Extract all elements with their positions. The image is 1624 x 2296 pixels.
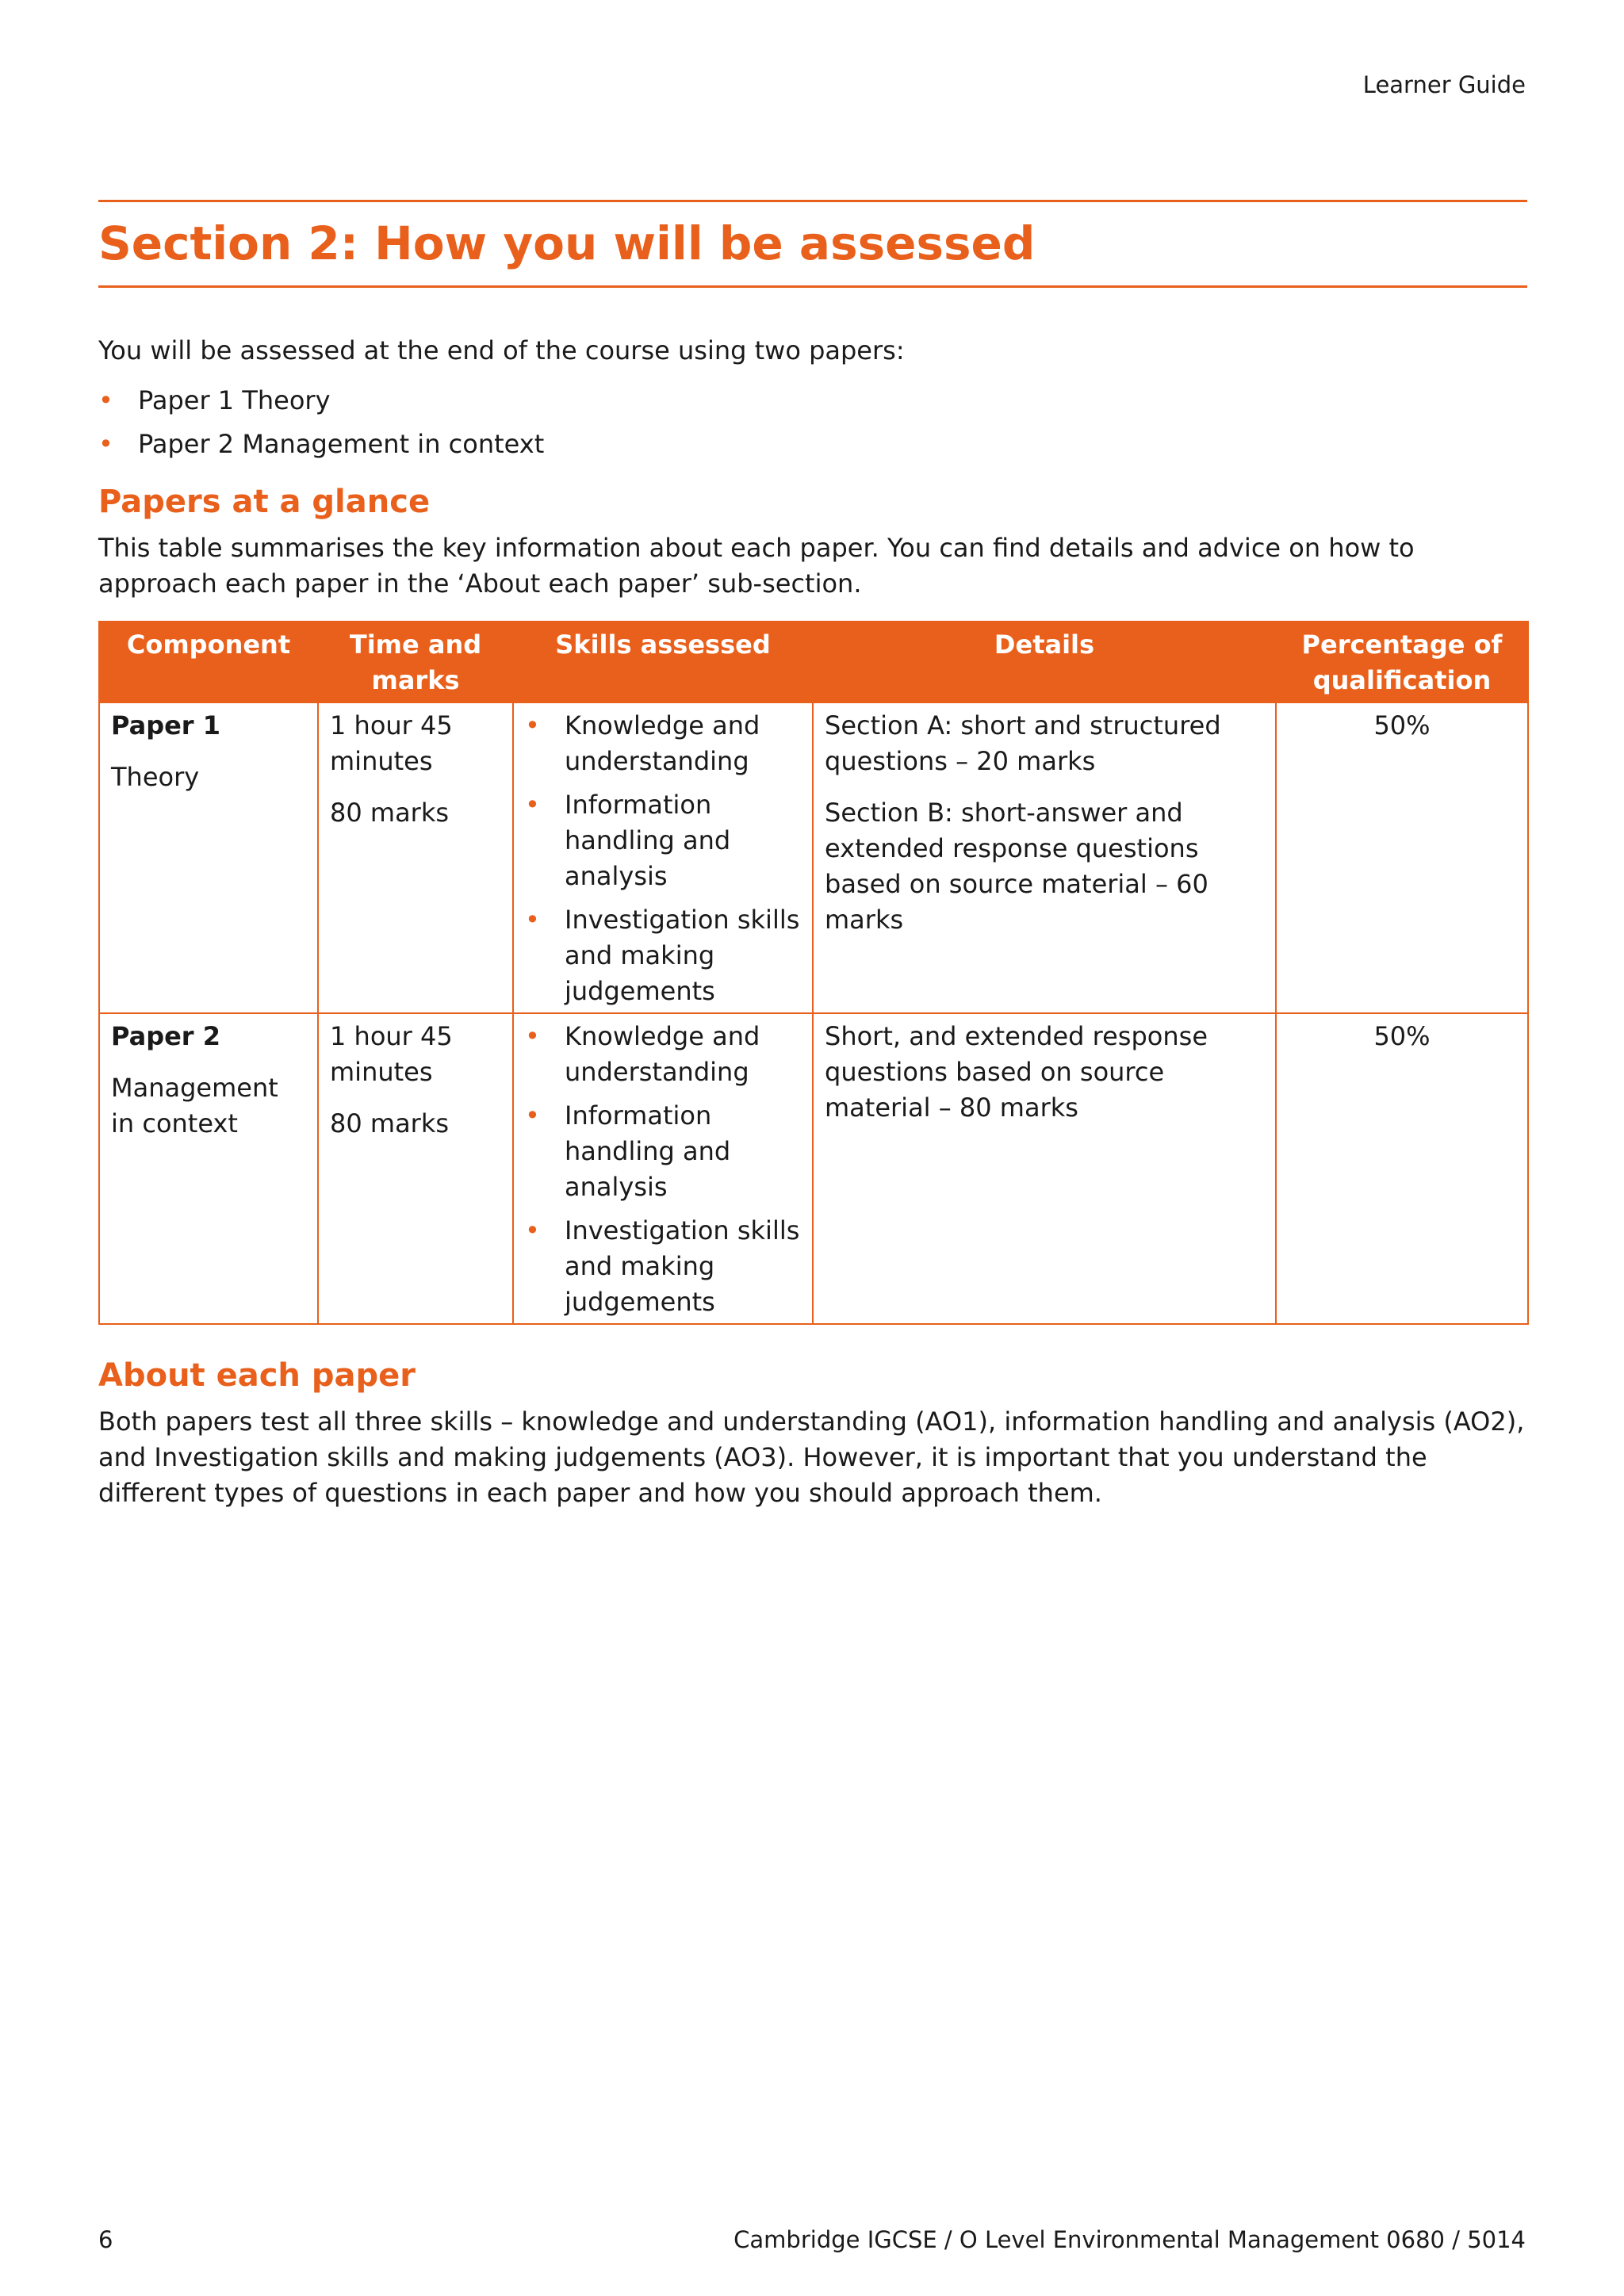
skill-label: Information handling and analysis [565,790,731,891]
component-name: Paper 2 [111,1021,220,1051]
skill-item [525,708,801,779]
section-title: Section 2: How you will be assessed [98,216,1036,270]
section-rule-top [98,200,1527,202]
duration-text: 1 hour 45 minutes [330,1021,453,1087]
skill-item [525,1019,801,1090]
bullet-icon: • [525,790,540,820]
skill-label: Investigation skills and making judgements [565,905,800,1006]
glance-heading: Papers at a glance [98,484,431,520]
skill-label: Investigation skills and making judgements [565,1215,800,1317]
table-row [99,702,1528,1013]
details-cell [813,702,1276,1013]
intro-text: You will be assessed at the end of the course using two papers: [98,335,905,365]
about-text: Both papers test all three skills – knowledge and understanding (AO1), information handling and analysis (AO2), and Investigation skills and making judgements (AO3). However, it is important that you understand the different types of questions in each paper and how you should approach them. [98,1406,1525,1508]
skill-item [525,787,801,894]
details-cell [813,1013,1276,1324]
papers-table [98,621,1529,1325]
skills-list [525,708,801,1009]
skills-cell [513,702,813,1013]
glance-text: This table summarises the key information about each paper. You can find details and advice on how to approach each paper in the ‘About each paper’ sub-section. [98,533,1415,599]
main-content [98,333,1527,1511]
skill-label: Knowledge and understanding [565,710,760,776]
skills-cell [513,1013,813,1324]
details-text: Section A: short and structured questions – 20 marks [825,710,1221,776]
component-cell [99,1013,318,1324]
percentage-cell: 50% [1276,1013,1528,1324]
details-text: Section B: short-answer and extended response questions based on source material – 60 marks [825,798,1208,935]
intro-list [98,383,1527,462]
skills-list [525,1019,801,1320]
skill-item [525,1098,801,1205]
intro-list-item [98,427,1527,462]
column-header: Details [813,622,1276,702]
intro-list-item-label: Paper 1 Theory [138,385,331,415]
time-marks-cell [318,1013,513,1324]
skill-item [525,902,801,1009]
component-subtitle: Theory [111,762,200,792]
section-rule-bottom [98,285,1527,288]
page-number: 6 [98,2226,113,2253]
skill-item [525,1213,801,1320]
bullet-icon: • [98,429,113,459]
column-header: Component [99,622,318,702]
about-heading: About each paper [98,1357,416,1394]
duration-text: 1 hour 45 minutes [330,710,453,776]
column-header: Time and marks [318,622,513,702]
component-name: Paper 1 [111,710,220,740]
bullet-icon: • [98,385,113,415]
table-header-row [99,622,1528,702]
bullet-icon: • [525,1021,540,1051]
marks-text: 80 marks [330,1108,450,1138]
details-text: Short, and extended response questions based on source material – 80 marks [825,1021,1208,1123]
skill-label: Knowledge and understanding [565,1021,760,1087]
bullet-icon: • [525,710,540,740]
skill-label: Information handling and analysis [565,1100,731,1202]
component-subtitle: Management in context [111,1073,278,1138]
bullet-icon: • [525,1100,540,1131]
component-cell [99,702,318,1013]
percentage-cell: 50% [1276,702,1528,1013]
footer-title: Cambridge IGCSE / O Level Environmental Management 0680 / 5014 [733,2226,1526,2253]
bullet-icon: • [525,905,540,935]
marks-text: 80 marks [330,798,450,828]
intro-list-item-label: Paper 2 Management in context [138,429,545,459]
running-header: Learner Guide [1362,71,1526,98]
time-marks-cell [318,702,513,1013]
intro-list-item [98,383,1527,419]
column-header: Skills assessed [513,622,813,702]
bullet-icon: • [525,1215,540,1246]
table-row [99,1013,1528,1324]
column-header: Percentage of qualification [1276,622,1528,702]
